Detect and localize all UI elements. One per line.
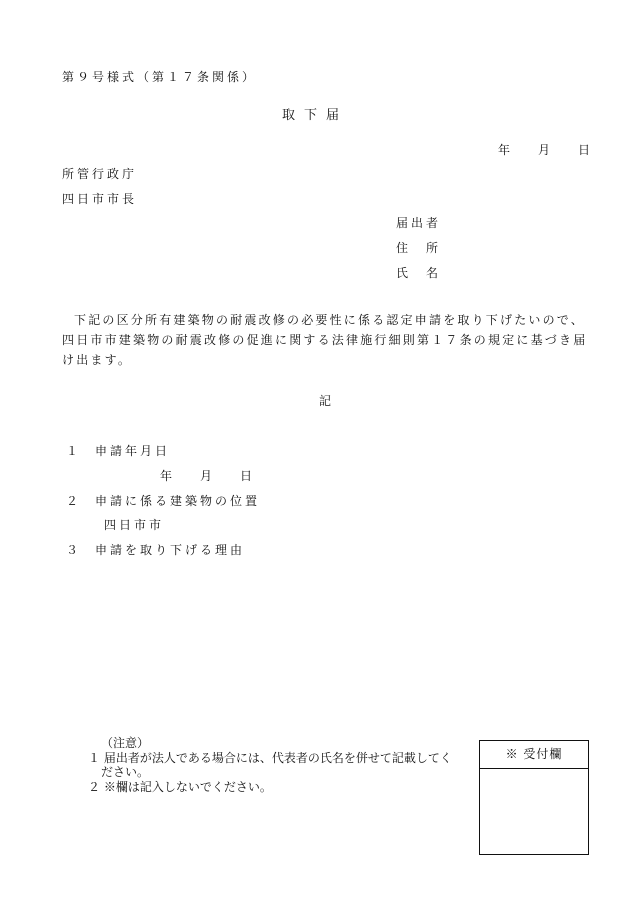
item-1-label: 申請年月日 [95,444,171,458]
date-month-label: 月 [537,143,550,157]
notes-section [88,736,452,794]
applicant-address-label: 住 所 [396,241,442,255]
date-day-label: 日 [577,143,590,157]
ki-heading: 記 [318,394,331,408]
item-1-number: １ [66,444,82,458]
item-2 [66,492,260,509]
item-3-label: 申請を取り下げる理由 [95,543,246,557]
item-1-month-label: 月 [200,469,213,483]
item-2-location: 四日市市 [104,518,165,532]
applicant-label: 届出者 [396,216,442,230]
submission-date [498,141,590,158]
item-1-date [160,467,252,484]
form-number: 第９号様式（第１７条関係） [62,70,258,84]
item-3-number: ３ [66,543,82,557]
recipient-line1: 所管行政庁 [62,167,138,181]
receipt-box [479,740,589,855]
note-line-1-cont: ださい。 [101,765,150,779]
notes-heading: （注意） [101,736,150,750]
recipient-line2: 四日市市長 [62,192,138,206]
item-3 [66,541,245,558]
item-1 [66,442,170,459]
document-title: 取下届 [281,108,348,123]
applicant-name-label: 氏 名 [396,266,442,280]
item-1-day-label: 日 [240,469,253,483]
item-2-label: 申請に係る建築物の位置 [95,494,261,508]
body-paragraph: 下記の区分所有建築物の耐震改修の必要性に係る認定申請を取り下げたいので、四日市市建築物の耐震改修の促進に関する法律施行細則第１７条の規定に基づき届け出ます。 [62,313,588,367]
date-year-label: 年 [497,143,510,157]
receipt-box-label: ※ 受付欄 [480,741,588,769]
note-line-1: １ 届出者が法人である場合には、代表者の氏名を併せて記載してく [88,750,452,765]
item-2-number: ２ [66,494,82,508]
note-line-2: ２ ※欄は記入しないでください。 [88,779,272,794]
item-1-year-label: 年 [160,469,173,483]
